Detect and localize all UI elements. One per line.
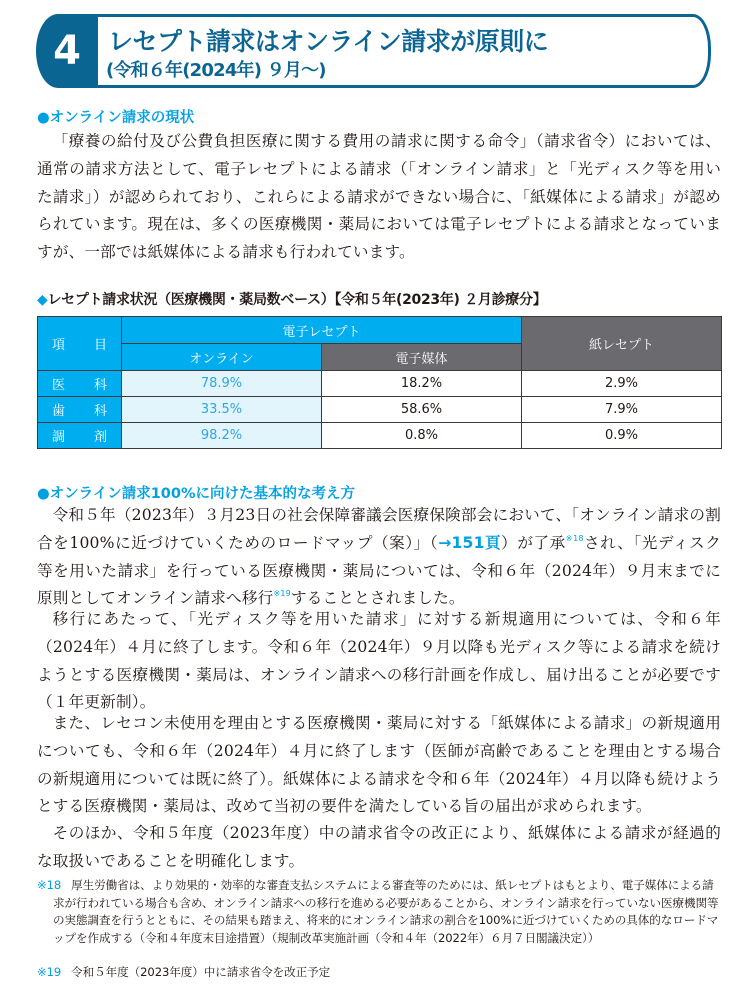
footnote-19: [37, 964, 721, 982]
diamond-icon: ◆: [37, 292, 48, 308]
cell-online: 33.5%: [122, 397, 322, 423]
page-reference-link[interactable]: →151頁: [438, 533, 502, 552]
header-online: オンライン: [122, 344, 322, 371]
paragraph-current-status: 「療養の給付及び公費負担医療に関する費用の請求に関する命令」（請求省令）においては、通常の請求方法として、電子レセプトによる請求（「オンライン請求」と「光ディスク等を用いた請求」）が認められており、これらによる請求ができない場合に、「紙媒体による請求」が認められています。現在は、多くの医療機関・薬局においては電子レセプトによる請求となっていますが、一部では紙媒体による請求も行われています。: [37, 132, 721, 262]
receipt-status-table: [37, 316, 722, 449]
table-row: [38, 371, 722, 397]
paragraph-roadmap: [37, 502, 721, 613]
table-row: [38, 423, 722, 449]
chapter-title: レセプト請求はオンライン請求が原則に: [108, 27, 549, 56]
footnote-text: 厚生労働省は、より効果的・効率的な審査支払システムによる審査等のためには、紙レセプトはもとより、電子媒体による請求が行われている場合も含め、オンライン請求への移行を進める必要があることから、オンライン請求を行っていない医療機関等の実態調査を行うとともに、その結果も踏まえ、将来的にオンライン請求の割合を100%に近づけていくための具体的なロードマップを作成する（令和４年度末目途措置）（規制改革実施計画（令和４年（2022年）６月７日閣議決定））: [53, 878, 719, 945]
table-row: [38, 397, 722, 423]
cell-online: 98.2%: [122, 423, 322, 449]
row-label: 医 科: [38, 371, 122, 397]
cell-media: 0.8%: [322, 423, 522, 449]
chapter-number: 4: [36, 14, 98, 88]
table-header-row: [38, 317, 722, 344]
table-title-text: レセプト請求状況（医療機関・薬局数ベース）【令和５年(2023年) ２月診療分】: [47, 292, 547, 308]
section-heading-basic-approach: ●オンライン請求100%に向けた基本的な考え方: [37, 486, 356, 502]
paragraph-text: することとされました。: [290, 589, 465, 608]
cell-media: 58.6%: [322, 397, 522, 423]
row-label: 歯 科: [38, 397, 122, 423]
cell-paper: 0.9%: [522, 423, 722, 449]
header-paper: 紙レセプト: [522, 317, 722, 371]
paragraph-regulation-revision: そのほか、令和５年度（2023年度）中の請求省令の改正により、紙媒体による請求が経過的な取扱いであることを明確化します。: [37, 824, 721, 870]
cell-media: 18.2%: [322, 371, 522, 397]
footnote-text: 令和５年度（2023年度）中に請求省令を改正予定: [71, 965, 331, 979]
paragraph-text: 令和５年（2023年）３月23日の社会保障審議会医療保険部会において、「オンライン請求の割合を100%に近づけていくためのロードマップ（案）」（: [37, 506, 721, 552]
header-media: 電子媒体: [322, 344, 522, 371]
chapter-subtitle: (令和６年(2024年) ９月〜): [106, 60, 326, 81]
cell-online: 78.9%: [122, 371, 322, 397]
footnote-marker: ※18: [37, 878, 62, 892]
paragraph-transition: 移行にあたって、「光ディスク等を用いた請求」に対する新規適用については、令和６年（2024年）４月に終了します。令和６年（2024年）９月以降も光ディスク等による請求を続けようとする医療機関・薬局は、オンライン請求への移行計画を作成し、届け出ることが必要です（１年更新制）。: [37, 610, 721, 712]
paragraph-text: され、「光ディスク等を用いた請求」を行っている医療機関・薬局については、令和６年（2024年）９月末までに原則としてオンライン請求へ移行: [37, 533, 721, 608]
cell-paper: 7.9%: [522, 397, 722, 423]
header-electronic: 電子レセプト: [122, 317, 522, 344]
footnote-18: [37, 877, 721, 947]
row-label: 調 剤: [38, 423, 122, 449]
header-item: 項 目: [38, 317, 122, 371]
paragraph-paper-media: また、レセコン未使用を理由とする医療機関・薬局に対する「紙媒体による請求」の新規適用についても、令和６年（2024年）４月に終了します（医師が高齢であることを理由とする場合の新規適用については既に終了）。紙媒体による請求を令和６年（2024年）４月以降も続けようとする医療機関・薬局は、改めて当初の要件を満たしている旨の届出が求められます。: [37, 714, 721, 816]
footnote-ref-18[interactable]: ※18: [565, 533, 584, 543]
footnote-marker: ※19: [37, 965, 62, 979]
section-heading-current-status: ●オンライン請求の現状: [37, 110, 195, 126]
table-title: [37, 289, 546, 309]
chapter-header: [36, 14, 721, 88]
cell-paper: 2.9%: [522, 371, 722, 397]
paragraph-text: ）が了承: [501, 533, 566, 552]
footnote-ref-19[interactable]: ※19: [273, 589, 291, 599]
